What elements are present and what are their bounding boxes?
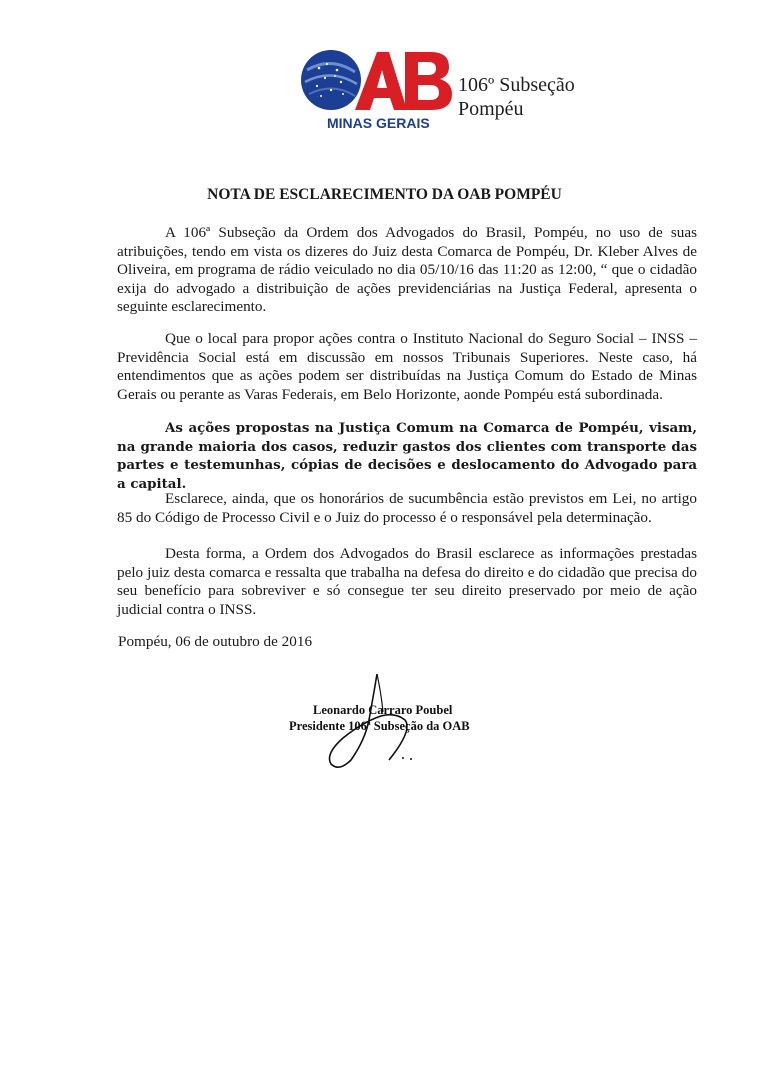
signatory-name: Leonardo Carraro Poubel [313, 703, 453, 717]
subsecao-line-1: 106º Subseção [458, 74, 575, 96]
paragraph-jurisdiction: Que o local para propor ações contra o Instituto Nacional do Seguro Social – INSS – Previdência Social está em discussão em nossos Tribunais Superiores. Neste caso, há entendimentos que as ações podem ser distribuídas na Justiça Comum do Estado de Minas Gerais ou perante as Varas Federais, em Belo Horizonte, aonde Pompéu está subordinada. [117, 330, 697, 403]
paragraph-intro: A 106ª Subseção da Ordem dos Advogados do Brasil, Pompéu, no uso de suas atribuições, tendo em vista os dizeres do Juiz desta Comarca de Pompéu, Dr. Kleber Alves de Oliveira, em programa de rádio veiculado no dia 05/10/16 das 11:20 as 12:00, “ que o cidadão exija do advogado a distribuição de ações previdenciárias na Justiça Federal, apresenta o seguinte esclarecimento. [117, 224, 697, 315]
signatory-role: Presidente 106ª Subseção da OAB [289, 719, 470, 733]
document-title: NOTA DE ESCLARECIMENTO DA OAB POMPÉU [207, 186, 562, 203]
subsecao-heading [458, 73, 575, 121]
paragraph-bold-statement: As ações propostas na Justiça Comum na Comarca de Pompéu, visam, na grande maioria dos casos, reduzir gastos dos clientes com transporte das partes e testemunhas, cópias de decisões e deslocamento do Advogado para a capital. [117, 420, 697, 492]
logo-subtext: MINAS GERAIS [327, 115, 430, 131]
paragraph-conclusion: Desta forma, a Ordem dos Advogados do Brasil esclarece as informações prestadas pelo juiz desta comarca e ressalta que trabalha na defesa do direito e do cidadão que precisa do seu benefício para sobreviver e só consegue ter seu direito preservado por meio de ação judicial contra o INSS. [117, 545, 697, 618]
paragraph-fees: Esclarece, ainda, que os honorários de sucumbência estão previstos em Lei, no artigo 85 do Código de Processo Civil e o Juiz do processo é o responsável pela determinação. [117, 490, 697, 526]
signature-block [285, 668, 495, 778]
oab-logo-icon [297, 48, 453, 134]
date-line: Pompéu, 06 de outubro de 2016 [118, 633, 313, 650]
oab-logo [297, 48, 453, 134]
subsecao-line-2: Pompéu [458, 98, 524, 120]
